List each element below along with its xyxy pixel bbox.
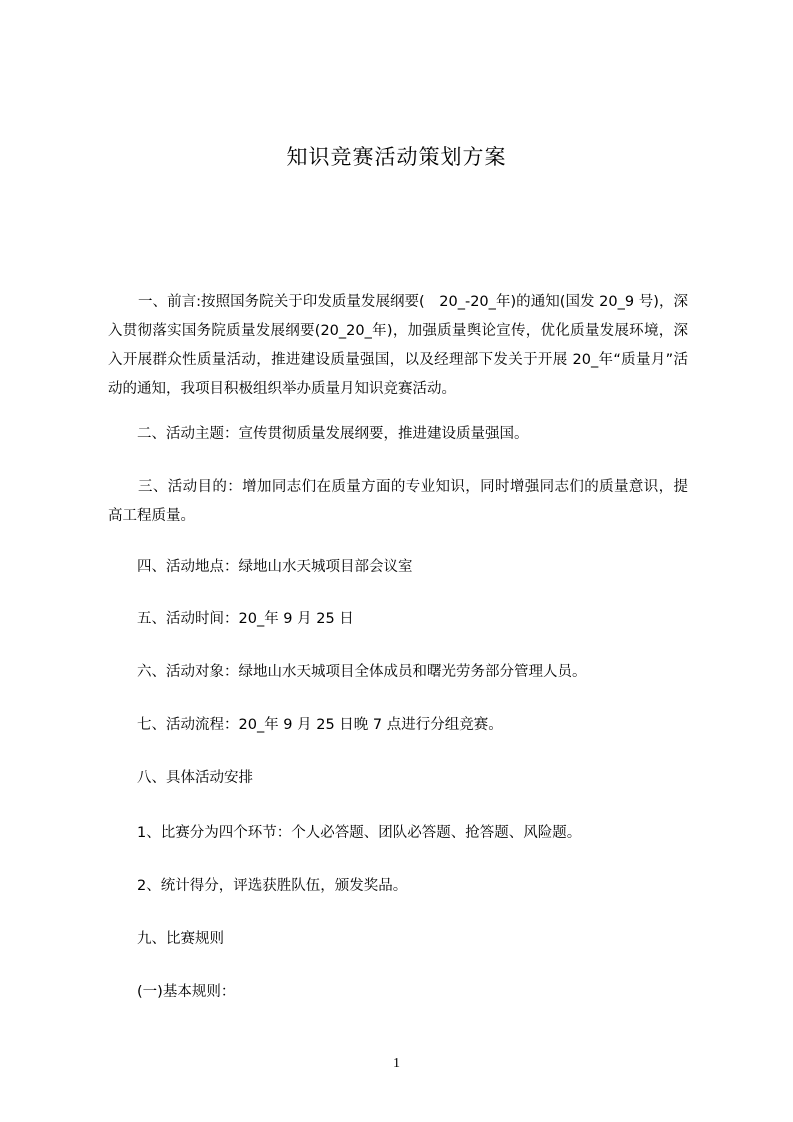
paragraph-audience: 六、活动对象：绿地山水天城项目全体成员和曙光劳务部分管理人员。 bbox=[137, 664, 587, 680]
paragraph-purpose: 三、活动目的：增加同志们在质量方面的专业知识，同时增强同志们的质量意识，提高工程质量。 bbox=[108, 479, 688, 524]
paragraph-location: 四、活动地点：绿地山水天城项目部会议室 bbox=[137, 559, 413, 575]
paragraph-theme: 二、活动主题：宣传贯彻质量发展纲要，推进建设质量强国。 bbox=[137, 426, 529, 442]
page-number: 1 bbox=[393, 1056, 400, 1071]
paragraph-preface: 一、前言:按照国务院关于印发质量发展纲要( 20_-20_年)的通知(国发 20_9 号)，深入贯彻落实国务院质量发展纲要(20_20_年)，加强质量舆论宣传，优化质量发展环境，深入开展群众性质量活动，推进建设质量强国，以及经理部下发关于开展 20_年“质量月”活动的通知，我项目积极组织举办质量月知识竞赛活动。 bbox=[108, 294, 688, 397]
paragraph-arrangement-heading: 八、具体活动安排 bbox=[137, 770, 253, 786]
paragraph-arrangement-item-2: 2、统计得分，评选获胜队伍，颁发奖品。 bbox=[137, 878, 408, 894]
paragraph-rules-heading: 九、比赛规则 bbox=[137, 931, 224, 947]
paragraph-time: 五、活动时间：20_年 9 月 25 日 bbox=[137, 611, 354, 627]
paragraph-arrangement-item-1: 1、比赛分为四个环节：个人必答题、团队必答题、抢答题、风险题。 bbox=[137, 825, 582, 841]
paragraph-process: 七、活动流程：20_年 9 月 25 日晚 7 点进行分组竞赛。 bbox=[137, 717, 503, 733]
document-title: 知识竞赛活动策划方案 bbox=[286, 145, 507, 169]
paragraph-basic-rules: (一)基本规则： bbox=[137, 984, 236, 1000]
